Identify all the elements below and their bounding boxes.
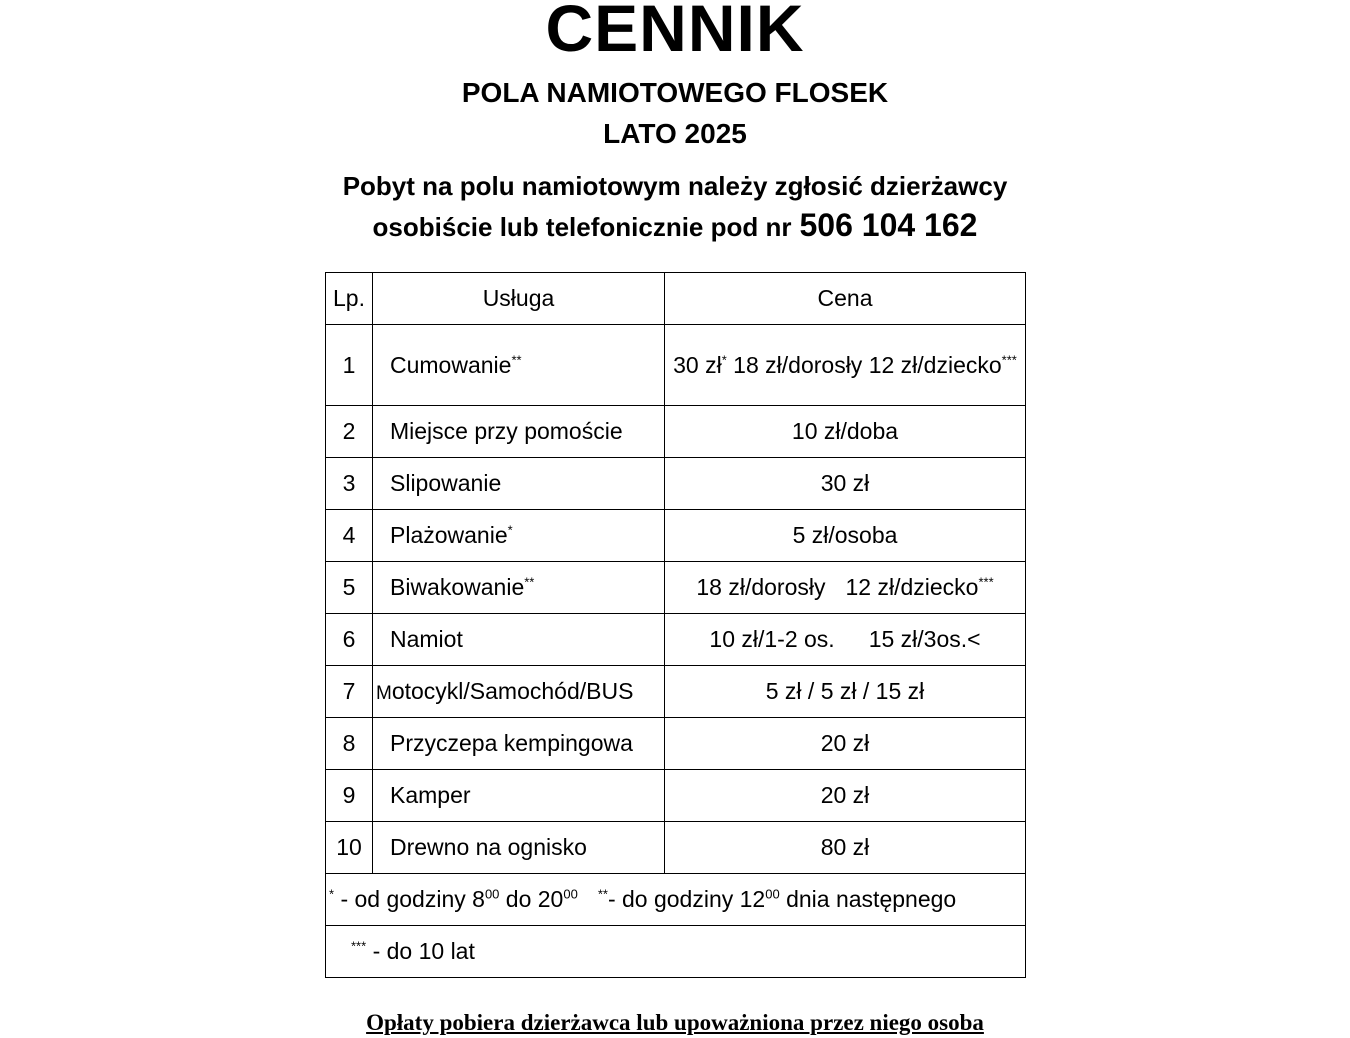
header-price: Cena bbox=[665, 273, 1026, 325]
subtitle-season: LATO 2025 bbox=[603, 118, 747, 149]
table-row bbox=[326, 510, 1026, 562]
footnote-sup: 00 bbox=[563, 886, 578, 902]
row-price: 5 zł / 5 zł / 15 zł bbox=[665, 666, 1026, 718]
row-lp: 10 bbox=[326, 822, 373, 874]
price-mark-b: *** bbox=[1001, 351, 1017, 367]
row-lp: 9 bbox=[326, 770, 373, 822]
row-lp: 8 bbox=[326, 718, 373, 770]
service-mark: * bbox=[507, 522, 513, 538]
service-mark: ** bbox=[524, 574, 535, 590]
row-price: 80 zł bbox=[665, 822, 1026, 874]
row-lp: 4 bbox=[326, 510, 373, 562]
footnote-text: do 20 bbox=[499, 886, 564, 912]
price-mark-a: * bbox=[721, 351, 727, 367]
price-text-a: 18 zł/dorosły bbox=[696, 574, 826, 600]
notice-line-1: Pobyt na polu namiotowym należy zgłosić dzierżawcy bbox=[342, 171, 1008, 201]
footnote-text: - do godziny 12 bbox=[607, 886, 766, 912]
service-text: otocykl/Samochód/BUS bbox=[391, 678, 634, 704]
table-row bbox=[326, 718, 1026, 770]
header-lp: Lp. bbox=[326, 273, 373, 325]
row-service: Drewno na ognisko bbox=[373, 822, 665, 874]
table-row bbox=[326, 406, 1026, 458]
footnote-sup: 00 bbox=[484, 886, 500, 902]
table-row bbox=[326, 666, 1026, 718]
footnote-sup: 00 bbox=[765, 886, 780, 902]
footnote-row-2 bbox=[326, 926, 1026, 978]
fees-note: Opłaty pobiera dzierżawca lub upoważniona przez niego osoba bbox=[366, 1010, 984, 1035]
service-initial: M bbox=[376, 683, 392, 704]
table-row bbox=[326, 562, 1026, 614]
footnote-hours bbox=[326, 874, 1026, 926]
service-mark: ** bbox=[511, 351, 522, 367]
footnote-mark: ** bbox=[597, 886, 608, 902]
service-text: Biwakowanie bbox=[390, 574, 525, 600]
table-header-row bbox=[326, 273, 1026, 325]
row-lp: 2 bbox=[326, 406, 373, 458]
footnote-text: dnia następnego bbox=[779, 886, 957, 912]
notice-line-2-text: osobiście lub telefonicznie pod nr bbox=[372, 212, 792, 242]
footnote-text: - od godziny 8 bbox=[334, 886, 485, 912]
row-lp: 7 bbox=[326, 666, 373, 718]
service-text: Plażowanie bbox=[390, 522, 508, 548]
row-service: Slipowanie bbox=[373, 458, 665, 510]
table-row bbox=[326, 325, 1026, 406]
price-mark-b: *** bbox=[978, 574, 994, 590]
phone-number: 506 104 162 bbox=[799, 207, 978, 243]
price-text-a: 30 zł bbox=[673, 351, 722, 378]
price-text-b: 15 zł/3os.< bbox=[868, 626, 981, 652]
footnote-mark: *** bbox=[351, 938, 367, 954]
table-row bbox=[326, 458, 1026, 510]
row-price: 5 zł/osoba bbox=[665, 510, 1026, 562]
row-price: 20 zł bbox=[665, 718, 1026, 770]
header-service: Usługa bbox=[373, 273, 665, 325]
page-title: CENNIK bbox=[545, 0, 805, 65]
row-service bbox=[373, 562, 665, 614]
row-price: 10 zł/doba bbox=[665, 406, 1026, 458]
footnote-age bbox=[326, 926, 1026, 978]
service-text: Cumowanie bbox=[390, 351, 512, 378]
price-table bbox=[325, 272, 1026, 978]
row-service bbox=[373, 666, 665, 718]
footnote-mark: * bbox=[329, 886, 335, 902]
row-service bbox=[373, 325, 665, 406]
row-price: 30 zł bbox=[665, 458, 1026, 510]
subtitle-campsite: POLA NAMIOTOWEGO FLOSEK bbox=[461, 77, 889, 108]
row-service bbox=[373, 510, 665, 562]
row-lp: 6 bbox=[326, 614, 373, 666]
price-text-b: 12 zł/dziecko bbox=[845, 574, 979, 600]
table-row bbox=[326, 614, 1026, 666]
row-price bbox=[665, 325, 1026, 406]
row-price bbox=[665, 614, 1026, 666]
row-lp: 1 bbox=[326, 325, 373, 406]
row-service: Miejsce przy pomoście bbox=[373, 406, 665, 458]
row-service: Kamper bbox=[373, 770, 665, 822]
table-row bbox=[326, 822, 1026, 874]
price-text-b: 18 zł/dorosły 12 zł/dziecko bbox=[726, 351, 1002, 378]
notice-line-2 bbox=[0, 207, 1350, 243]
footnote-text: - do 10 lat bbox=[366, 938, 475, 964]
row-lp: 5 bbox=[326, 562, 373, 614]
row-lp: 3 bbox=[326, 458, 373, 510]
row-service: Przyczepa kempingowa bbox=[373, 718, 665, 770]
row-price: 20 zł bbox=[665, 770, 1026, 822]
table-row bbox=[326, 770, 1026, 822]
row-service: Namiot bbox=[373, 614, 665, 666]
footnote-row-1 bbox=[326, 874, 1026, 926]
row-price bbox=[665, 562, 1026, 614]
price-text-a: 10 zł/1-2 os. bbox=[709, 626, 835, 652]
